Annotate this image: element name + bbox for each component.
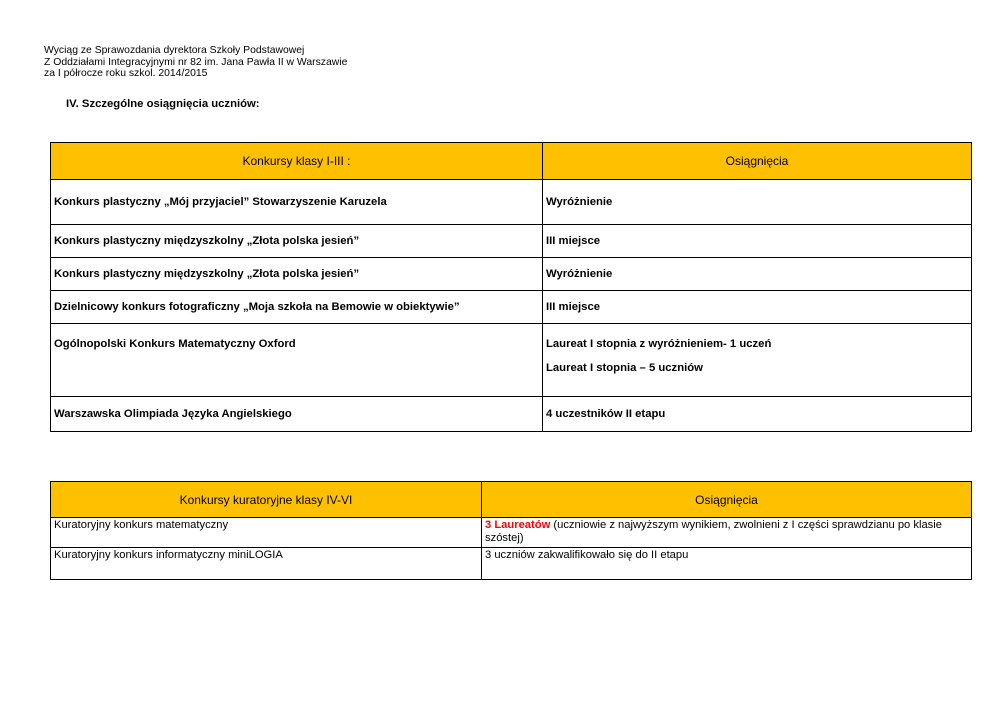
table-header-row [51, 143, 972, 180]
result-cell: III miejsce [543, 291, 972, 324]
contest-cell: Konkurs plastyczny międzyszkolny „Złota polska jesień” [51, 258, 543, 291]
table-row [51, 225, 972, 258]
table-row [51, 258, 972, 291]
table-row [51, 291, 972, 324]
result-cell: Wyróżnienie [543, 258, 972, 291]
header-line-3: za I półrocze roku szkol. 2014/2015 [44, 68, 208, 79]
result-detail: (uczniowie z najwyższym wynikiem, zwolnieni z I części sprawdzianu po klasie szóstej) [485, 519, 942, 544]
document-header [44, 45, 347, 80]
contest-cell: Konkurs plastyczny „Mój przyjaciel” Stowarzyszenie Karuzela [51, 180, 543, 225]
column-header-achievements: Osiągnięcia [543, 143, 972, 180]
contest-cell: Dzielnicowy konkurs fotograficzny „Moja szkoła na Bemowie w obiektywie” [51, 291, 543, 324]
result-line-1: Laureat I stopnia z wyróżnieniem- 1 uczeń [546, 338, 772, 350]
table-row [51, 397, 972, 432]
contest-cell: Kuratoryjny konkurs matematyczny [51, 518, 482, 548]
contests-table-grades-1-3 [50, 142, 972, 432]
result-cell: Wyróżnienie [543, 180, 972, 225]
result-cell [482, 518, 972, 548]
table-row [51, 518, 972, 548]
result-cell: III miejsce [543, 225, 972, 258]
contest-cell: Ogólnopolski Konkurs Matematyczny Oxford [51, 324, 543, 397]
column-header-contests: Konkursy klasy I-III : [51, 143, 543, 180]
table-row [51, 548, 972, 580]
contest-cell: Warszawska Olimpiada Języka Angielskiego [51, 397, 543, 432]
result-line-2: Laureat I stopnia – 5 uczniów [546, 362, 703, 374]
contest-cell: Kuratoryjny konkurs informatyczny miniLOGIA [51, 548, 482, 580]
table-header-row [51, 482, 972, 518]
section-title: IV. Szczególne osiągnięcia uczniów: [66, 98, 260, 110]
result-cell: 3 uczniów zakwalifikowało się do II etapu [482, 548, 972, 580]
column-header-achievements: Osiągnięcia [482, 482, 972, 518]
contests-table-grades-4-6 [50, 481, 972, 580]
result-cell: 4 uczestników II etapu [543, 397, 972, 432]
table-row [51, 324, 972, 397]
header-line-1: Wyciąg ze Sprawozdania dyrektora Szkoły Podstawowej [44, 45, 305, 56]
result-cell [543, 324, 972, 397]
column-header-contests: Konkursy kuratoryjne klasy IV-VI [51, 482, 482, 518]
contest-cell: Konkurs plastyczny międzyszkolny „Złota polska jesień” [51, 225, 543, 258]
header-line-2: Z Oddziałami Integracyjnymi nr 82 im. Jana Pawła II w Warszawie [44, 56, 348, 68]
table-row [51, 180, 972, 225]
laureates-highlight: 3 Laureatów [485, 519, 551, 531]
